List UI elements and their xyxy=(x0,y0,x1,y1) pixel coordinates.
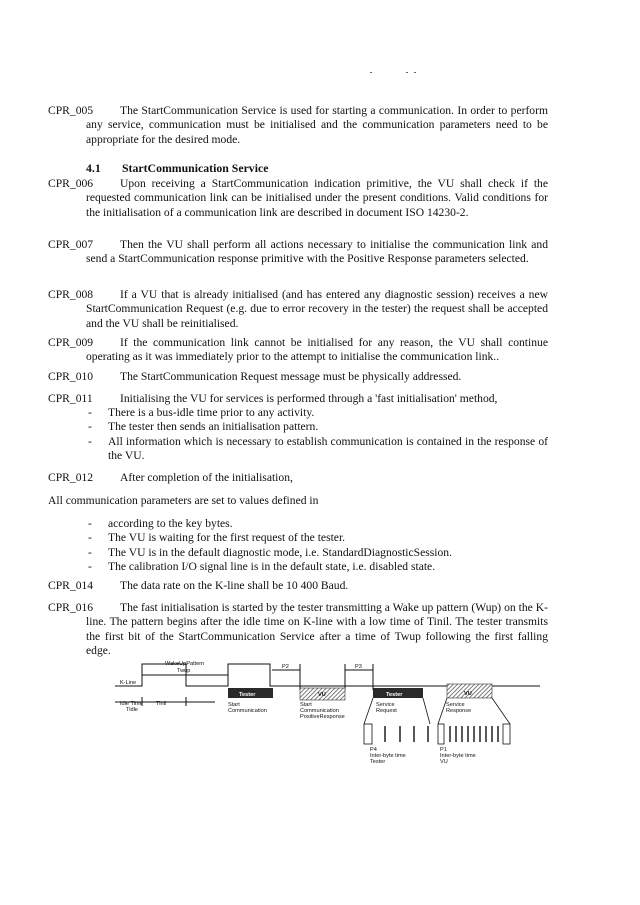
idle-time-label: Idle Time xyxy=(120,701,143,707)
requirement-id: CPR_009 xyxy=(48,336,94,349)
service-response-label: Response xyxy=(446,708,472,714)
p1-label: VU xyxy=(440,759,448,765)
requirement-id: CPR_010 xyxy=(48,370,94,383)
byte-pulse xyxy=(503,724,510,744)
requirement-id: CPR_008 xyxy=(48,288,94,301)
zoom-line xyxy=(364,698,373,724)
list-item: - There is a bus-idle time prior to any activity. xyxy=(88,406,548,420)
service-response-label: Service xyxy=(446,702,465,708)
wakeup-pattern-label: WakeUpPattern xyxy=(165,661,205,667)
list-item: - The calibration I/O signal line is in the default state, i.e. disabled state. xyxy=(88,560,548,574)
tidle-label: Tidle xyxy=(126,707,138,713)
requirement-text: The data rate on the K-line shall be 10 400 Baud. xyxy=(120,579,349,592)
requirement-id: CPR_014 xyxy=(48,579,94,592)
requirement-text: The StartCommunication Service is used for starting a communication. In order to perform any service, communication must be initialised and the communication parameters need to be appropriate for the desired mode. xyxy=(86,104,548,146)
service-request-label: Service xyxy=(376,702,395,708)
p3-label: P3 xyxy=(355,664,362,670)
start-comm-pos-label: PositiveResponse xyxy=(300,714,345,720)
p2-label: P2 xyxy=(282,664,289,670)
p4-label: Tester xyxy=(370,759,386,765)
requirement-id: CPR_005 xyxy=(48,104,94,117)
p4-label: Inter-byte time xyxy=(370,753,406,759)
start-comm-pos-label: Start xyxy=(300,702,312,708)
requirement-text: If the communication link cannot be initialised for any reason, the VU shall continue operating as it was immediately prior to the attempt to initialise the communication link.. xyxy=(86,336,548,364)
zoom-line xyxy=(492,698,510,724)
list-item: - The VU is in the default diagnostic mode, i.e. StandardDiagnosticSession. xyxy=(88,546,548,560)
list-item: - The VU is waiting for the first request of the tester. xyxy=(88,531,548,545)
kline-label: K-Line xyxy=(120,680,137,686)
requirement-text: Initialising the VU for services is performed through a 'fast initialisation' method, xyxy=(120,392,498,405)
p1-label: Inter-byte time xyxy=(440,753,476,759)
requirement-id: CPR_012 xyxy=(48,471,94,484)
list-item: - All information which is necessary to establish communication is contained in the response of the VU. xyxy=(88,435,548,464)
tester-request-box-label: Tester xyxy=(386,692,403,698)
section-title: StartCommunication Service xyxy=(122,161,269,175)
requirement-text: After completion of the initialisation, xyxy=(120,471,293,484)
zoom-line xyxy=(423,698,430,724)
requirement-text: The fast initialisation is started by the tester transmitting a Wake up pattern (Wup) on the K-line. The pattern begins after the idle time on K-line with a low time of Tinil. The tester transmits the first bit of the StartCommunication Service after a time of Twup following the first falling edge. xyxy=(86,601,548,658)
p1-label: P1 xyxy=(440,747,447,753)
requirement-text: Then the VU shall perform all actions necessary to initialise the communication link and send a StartCommunication response primitive with the Positive Response parameters selected. xyxy=(86,238,548,266)
requirement-id: CPR_006 xyxy=(48,177,94,190)
byte-pulse xyxy=(438,724,444,744)
start-comm-label: Communication xyxy=(228,708,267,714)
paragraph: All communication parameters are set to values defined in xyxy=(48,494,319,507)
tinil-label: Tinil xyxy=(156,701,167,707)
requirement-text: Upon receiving a StartCommunication indication primitive, the VU shall check if the requested communication link can be initialised under the present conditions. Valid conditions for the initialisation of a communication link are described in document ISO 14230-2. xyxy=(86,177,548,219)
list-item: - according to the key bytes. xyxy=(88,517,548,531)
vu-response-box-label: VU xyxy=(464,691,472,697)
p4-label: P4 xyxy=(370,747,377,753)
requirement-text: The StartCommunication Request message must be physically addressed. xyxy=(120,370,462,383)
start-comm-label: Start xyxy=(228,702,240,708)
requirement-id: CPR_016 xyxy=(48,601,94,614)
start-comm-pos-label: Communication xyxy=(300,708,339,714)
twup-label: Twup xyxy=(177,668,191,674)
list-item: - The tester then sends an initialisation pattern. xyxy=(88,420,548,434)
section-number: 4.1 xyxy=(86,161,101,175)
requirement-text: If a VU that is already initialised (and has entered any diagnostic session) receives a new StartCommunication Request (e.g. due to error recovery in the tester) the request shall be accepted and the VU shall be reinitialised. xyxy=(86,288,548,330)
byte-pulse xyxy=(364,724,372,744)
requirement-id: CPR_007 xyxy=(48,238,94,251)
requirement-id: CPR_011 xyxy=(48,392,93,405)
service-request-label: Request xyxy=(376,708,397,714)
vu-box-label: VU xyxy=(318,692,326,698)
tester-box-label: Tester xyxy=(239,692,256,698)
